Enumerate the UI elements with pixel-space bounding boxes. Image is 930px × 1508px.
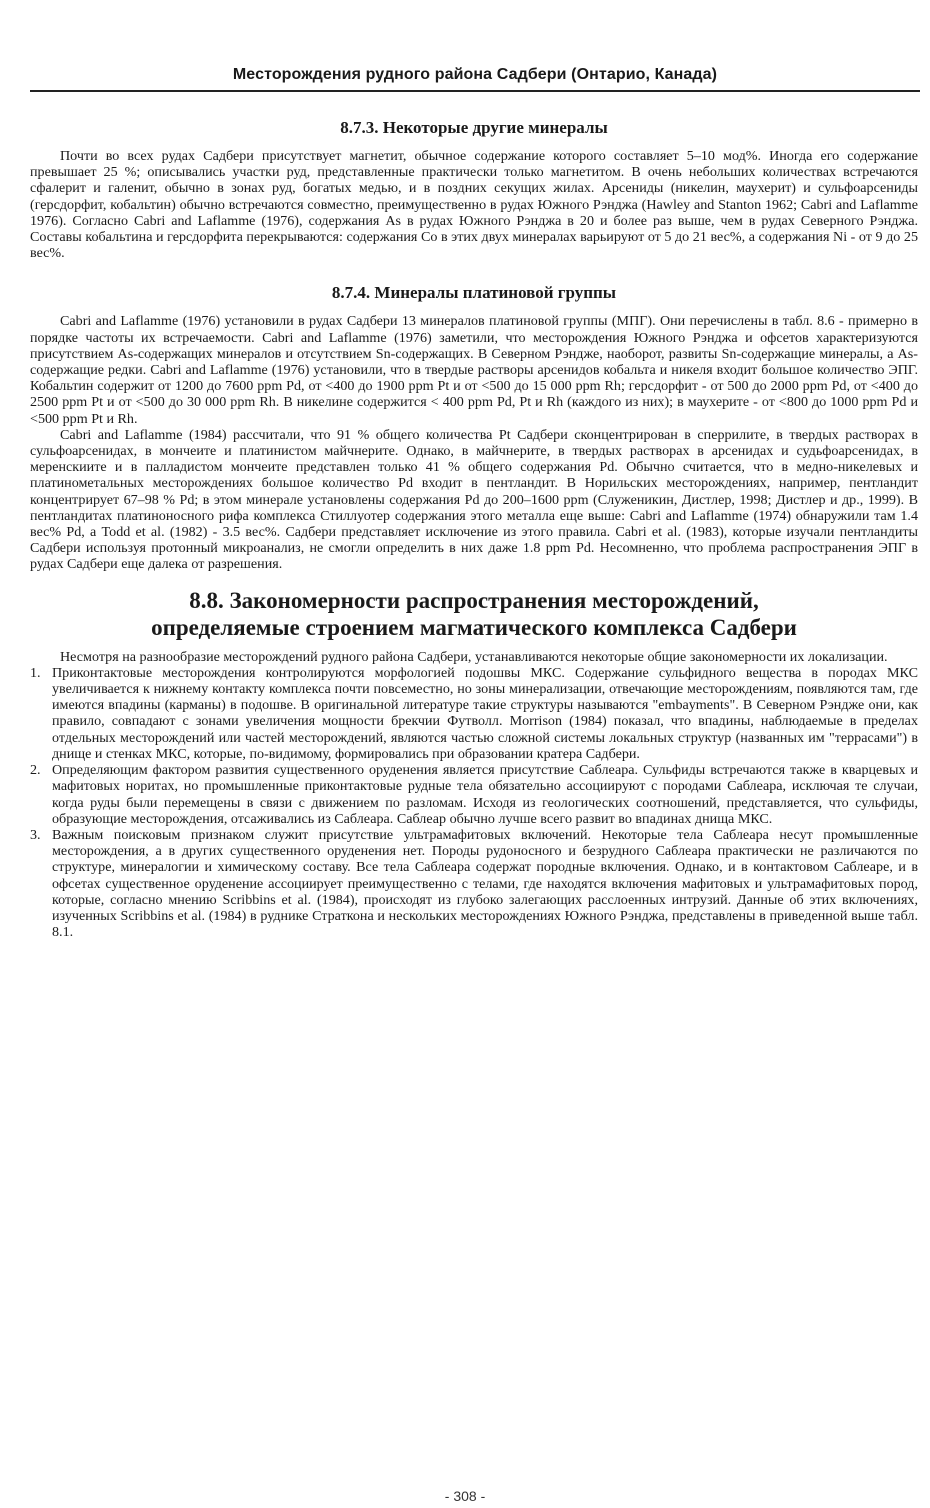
list-item	[30, 762, 918, 827]
section-8-7-4-paragraph-1: Cabri and Laflamme (1976) установили в рудах Садбери 13 минералов платиновой группы (МПГ). Они перечислены в табл. 8.6 - примерно в порядке частоты их встречаемости. Cabri and Laflamme (1976) заметили, что месторождения Южного Рэнджа и офсетов характеризуются присутствием As-содержащих минералов и отсутствием Sn-содержащих. В Северном Рэндже, наоборот, развиты Sn-содержащие минералы, а As-содержащие редки. Cabri and Laflamme (1976) установили, что в твердые растворы арсенидов кобальта и никеля входит большое количество ЭПГ. Кобальтин содержит от 1200 до 7600 ppm Pd, от <400 до 1900 ppm Pt и от <500 до 15 000 ppm Rh; герсдорфит - от 500 до 2000 ppm Pd, от <400 до 2500 ppm Pt и от <500 до 30 000 ppm Rh. В никелине содержится < 400 ppm Pd, Pt и Rh (каждого из них); в маухерите - от <800 до 1000 ppm Pd и <500 ppm Pt и Rh.	[30, 313, 918, 427]
list-item-number: 2.	[30, 762, 41, 779]
list-item-text: Приконтактовые месторождения контролируются морфологией подошвы МКС. Содержание сульфидного вещества в породах МКС увеличивается к нижнему контакту комплекса почти повсеместно, но зоны минерализации, отвечающие месторождениям, появляются там, где имеются впадины (карманы) в подошве. В оригинальной литературе такие структуры называются "embayments". В Северном Рэндже они, как правило, совпадают с зонами увеличения мощности брекчии Футволл. Morrison (1984) показал, что впадины, наблюдаемые в пределах отдельных месторождений или частей месторождений, являются частью сложной системы локальных структур (названных им "террасами") в днище и стенках МКС, которые, по-видимому, формировались при образовании кратера Садбери.	[52, 664, 918, 762]
numbered-list	[30, 665, 918, 940]
list-item-text: Важным поисковым признаком служит присутствие ультрамафитовых включений. Некоторые тела Саблеара несут промышленные месторождения, а в других существенного оруденения нет. Породы рудоносного и безрудного Саблеара практически не различаются по структуре, минералогии и химическому составу. Все тела Саблеара содержат породные включения. Однако, и в контактовом Саблеаре, и в офсетах существенное оруденение ассоциирует преимущественно с телами, где находятся включения мафитовых и ультрамафитовых пород, которые, согласно мнению Scribbins et al. (1984), происходят из глубоко залегающих расслоенных интрузий. Данные об этих включениях, изученных Scribbins et al. (1984) в руднике Страткона и нескольких месторождениях Южного Рэнджа, представлены в приведенной выше табл. 8.1.	[52, 826, 918, 941]
section-8-8-heading-line-2: определяемые строением магматического комплекса Садбери	[151, 614, 797, 640]
section-8-7-4-paragraph-2: Cabri and Laflamme (1984) рассчитали, что 91 % общего количества Pt Садбери сконцентрирован в сперрилите, в твердых растворах в сульфоарсенидах, в мончеите и платинистом майчнерите. Однако, в майчнерите, в твердых растворах в арсенидах и судьфоарсенидах, в меренскиите и в палладистом мончеите представлен только 41 % общего содержания Pd. Обычно считается, что в медно-никелевых и платинометальных месторождениях большое количество Pd входит в пентландит. В Норильских месторождениях, например, пентландит концентрирует 67–98 % Pd; в этом минерале установлены содержания Pd до 200–1600 ppm (Служеникин, Дистлер, 1998; Дистлер и др., 1999). В пентландитах платиноносного рифа комплекса Стиллуотер содержания этого металла еще выше: Cabri and Laflamme (1974) обнаружили там 1.4 вес% Pd, а Todd et al. (1982) - 3.5 вес%. Садбери представляет исключение из этого правила. Cabri et al. (1983), которые изучали пентландиты Садбери используя протонный микроанализ, не смогли определить в них даже 1.8 ppm Pd. Несомненно, что проблема распространения ЭПГ в рудах Садбери еще далека от разрешения.	[30, 426, 918, 573]
section-8-8-intro: Несмотря на разнообразие месторождений рудного района Садбери, устанавливаются некоторые общие закономерности их локализации.	[60, 648, 888, 665]
section-8-7-3-heading: 8.7.3. Некоторые другие минералы	[340, 118, 608, 137]
page-number: - 308 -	[444, 1488, 486, 1504]
page-content	[30, 110, 918, 940]
list-item-number: 1.	[30, 664, 41, 681]
section-8-7-4-heading: 8.7.4. Минералы платиновой группы	[331, 283, 617, 303]
list-item	[30, 665, 918, 762]
list-item-text: Определяющим фактором развития существенного оруденения является присутствие Саблеара. Сульфиды встречаются также в кварцевых и мафитовых норитах, но промышленные приконтактовые рудные тела обязательно ассоциируют с породами Саблеара, исключая те случаи, когда руды были перемещены в связи с движением по разломам. Исходя из геологических соотношений, представляется, что сульфиды, образующие месторождения, отсаживались из Саблеара. Саблеар обычно лучше всего развит во впадинах днища МКС.	[52, 762, 918, 827]
list-item	[30, 827, 918, 940]
list-item-number: 3.	[30, 826, 41, 843]
running-header: Месторождения рудного района Садбери (Онтарио, Канада)	[30, 62, 920, 92]
section-8-7-3-paragraph: Почти во всех рудах Садбери присутствует магнетит, обычное содержание которого составляет 5–10 мод%. Иногда его содержание превышает 25 %; описывались участки руд, представленные практически только магнетитом. В очень небольших количествах встречаются сфалерит и галенит, обычно в зонах руд, богатых медью, и в поздних секущих жилах. Арсениды (никелин, маухерит) и сульфоарсениды (герсдорфит, кобальтин) обычно встречаются совместно, преимущественно в рудах Южного Рэнджа (Hawley and Stanton 1962; Cabri and Laflamme 1976). Согласно Cabri and Laflamme (1976), содержания As в рудах Южного Рэнджа в 20 и более раз выше, чем в рудах Северного Рэнджа. Составы кобальтина и герсдорфита перекрываются: содержания Co в этих двух минералах варьируют от 5 до 21 вес%, а содержания Ni - от 9 до 25 вес%.	[30, 148, 918, 262]
section-8-8-heading-line-1: 8.8. Закономерности распространения месторождений,	[189, 587, 759, 613]
section-8-8-heading	[30, 587, 918, 641]
